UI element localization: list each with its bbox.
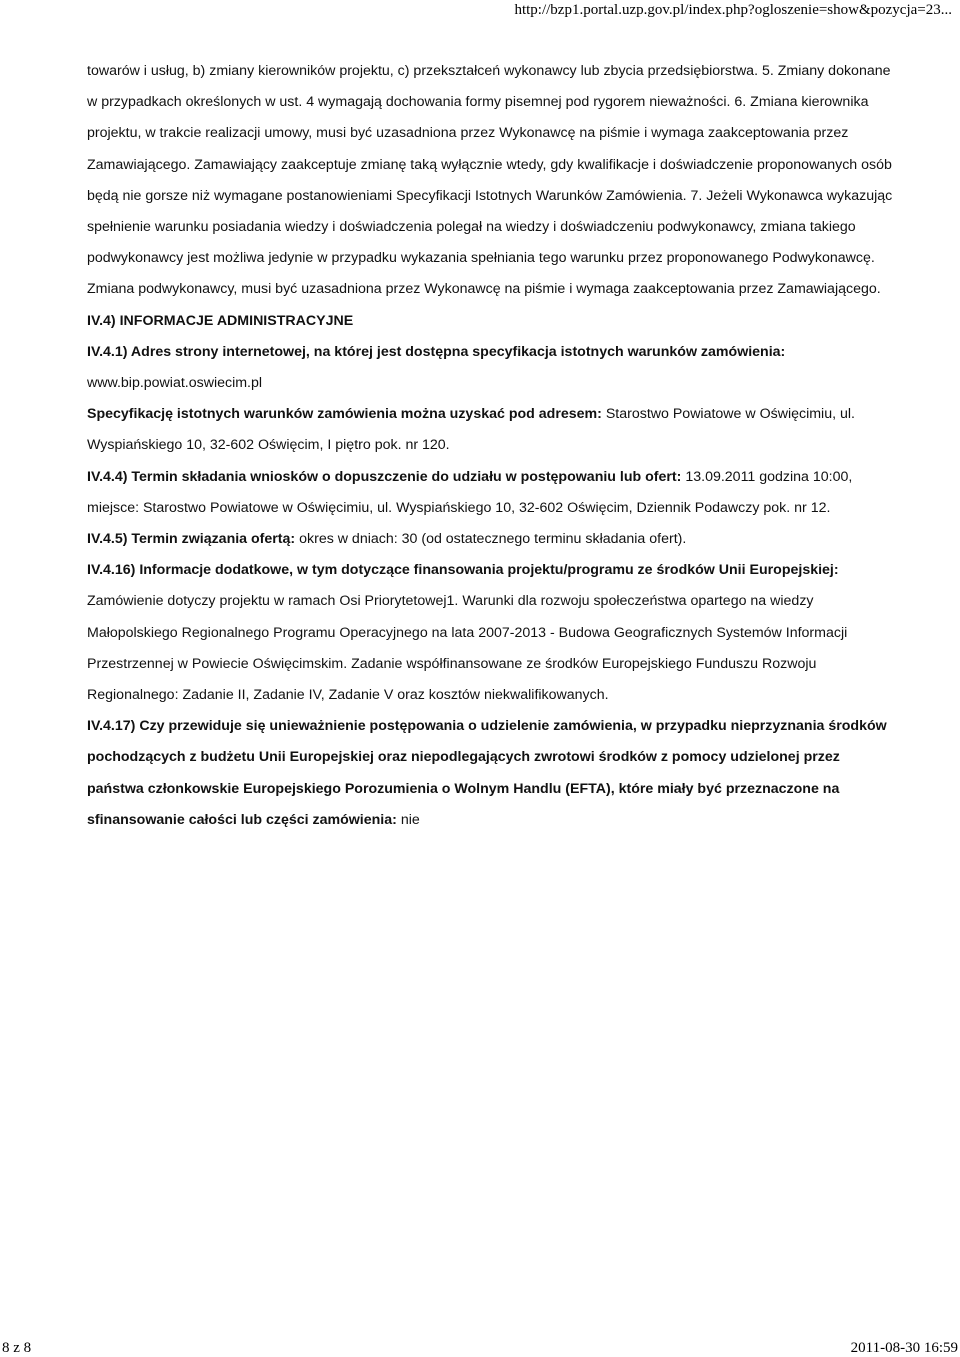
field-iv416-value: Zamówienie dotyczy projektu w ramach Osi Priorytetowej1. Warunki dla rozwoju społeczeństwa opartego na wiedzy Małopolskiego Regionalnego Programu Operacyjnego na lata 2007-2013 - Budowa Geograficznych Systemów Informacji Przestrzennej w Powiecie Oświęcimskim. Zadanie współfinansowane ze środków Europejskiego Funduszu Rozwoju Regionalnego: Zadanie II, Zadanie IV, Zadanie V oraz kosztów niekwalifikowanych.: [87, 593, 848, 704]
page-url-header: http://bzp1.portal.uzp.gov.pl/index.php?ogloszenie=show&pozycja=23...: [514, 2, 952, 18]
field-iv417-value: nie: [400, 811, 420, 828]
field-iv44-label: IV.4.4) Termin składania wniosków o dopuszczenie do udziału w postępowaniu lub ofert:: [87, 468, 682, 485]
field-iv417: [87, 711, 897, 836]
field-iv417-label: IV.4.17) Czy przewiduje się unieważnienie postępowania o udzielenie zamówienia, w przypadku nieprzyznania środków pochodzących z budżetu Unii Europejskiej oraz niepodlegających zwrotowi środków z pomocy udzielonej przez państwa członkowskie Europejskiego Porozumienia o Wolnym Handlu (EFTA), które miały być przeznaczone na sfinansowanie całości lub części zamówienia:: [87, 718, 887, 828]
field-iv45-value: okres w dniach: 30 (od ostatecznego terminu składania ofert).: [299, 531, 687, 548]
field-iv41-label: IV.4.1) Adres strony internetowej, na której jest dostępna specyfikacja istotnych warunków zamówienia:: [87, 343, 786, 360]
field-siwz-value: Starostwo Powiatowe w Oświęcimiu, ul. Wyspiańskiego 10, 32-602 Oświęcim, I piętro pok. nr 120.: [87, 406, 855, 454]
section-heading-administrative: IV.4) INFORMACJE ADMINISTRACYJNE: [87, 312, 354, 329]
field-iv45: [87, 524, 897, 555]
field-iv416: [87, 555, 897, 711]
field-iv41-value: www.bip.powiat.oswiecim.pl: [87, 375, 263, 392]
field-siwz: [87, 399, 897, 461]
print-datetime: 2011-08-30 16:59: [850, 1340, 958, 1356]
conditions-paragraph: towarów i usług, b) zmiany kierowników projektu, c) przekształceń wykonawcy lub zbycia przedsiębiorstwa. 5. Zmiany dokonane w przypadkach określonych w ust. 4 wymagają dochowania formy pisemnej pod rygorem nieważności. 6. Zmiana kierownika projektu, w trakcie realizacji umowy, musi być uzasadniona przez Wykonawcę na piśmie i wymaga zaakceptowania przez Zamawiającego. Zamawiający zaakceptuje zmianę taką wyłącznie wtedy, gdy kwalifikacje i doświadczenie proponowanych osób będą nie gorsze niż wymagane postanowieniami Specyfikacji Istotnych Warunków Zamówienia. 7. Jeżeli Wykonawca wykazując spełnienie warunku posiadania wiedzy i doświadczenia polegał na wiedzy i doświadczeniu podwykonawcy, zmiana takiego podwykonawcy jest możliwa jedynie w przypadku wykazania spełniania tego warunku przez proponowanego Podwykonawcę. Zmiana podwykonawcy, musi być uzasadniona przez Wykonawcę na piśmie i wymaga zaakceptowania przez Zamawiającego.: [87, 63, 893, 298]
field-iv45-label: IV.4.5) Termin związania ofertą:: [87, 531, 296, 548]
field-iv416-label: IV.4.16) Informacje dodatkowe, w tym dotyczące finansowania projektu/programu ze środków Unii Europejskiej:: [87, 562, 839, 579]
field-iv44-value: 13.09.2011 godzina 10:00, miejsce: Starostwo Powiatowe w Oświęcimiu, ul. Wyspiańskiego 10, 32-602 Oświęcim, Dziennik Podawczy pok. nr 12.: [87, 468, 853, 516]
field-iv44: [87, 462, 897, 524]
field-iv41: [87, 337, 897, 399]
page-number: 8 z 8: [2, 1340, 32, 1356]
field-siwz-label: Specyfikację istotnych warunków zamówienia można uzyskać pod adresem:: [87, 406, 602, 423]
document-body: [87, 56, 897, 836]
